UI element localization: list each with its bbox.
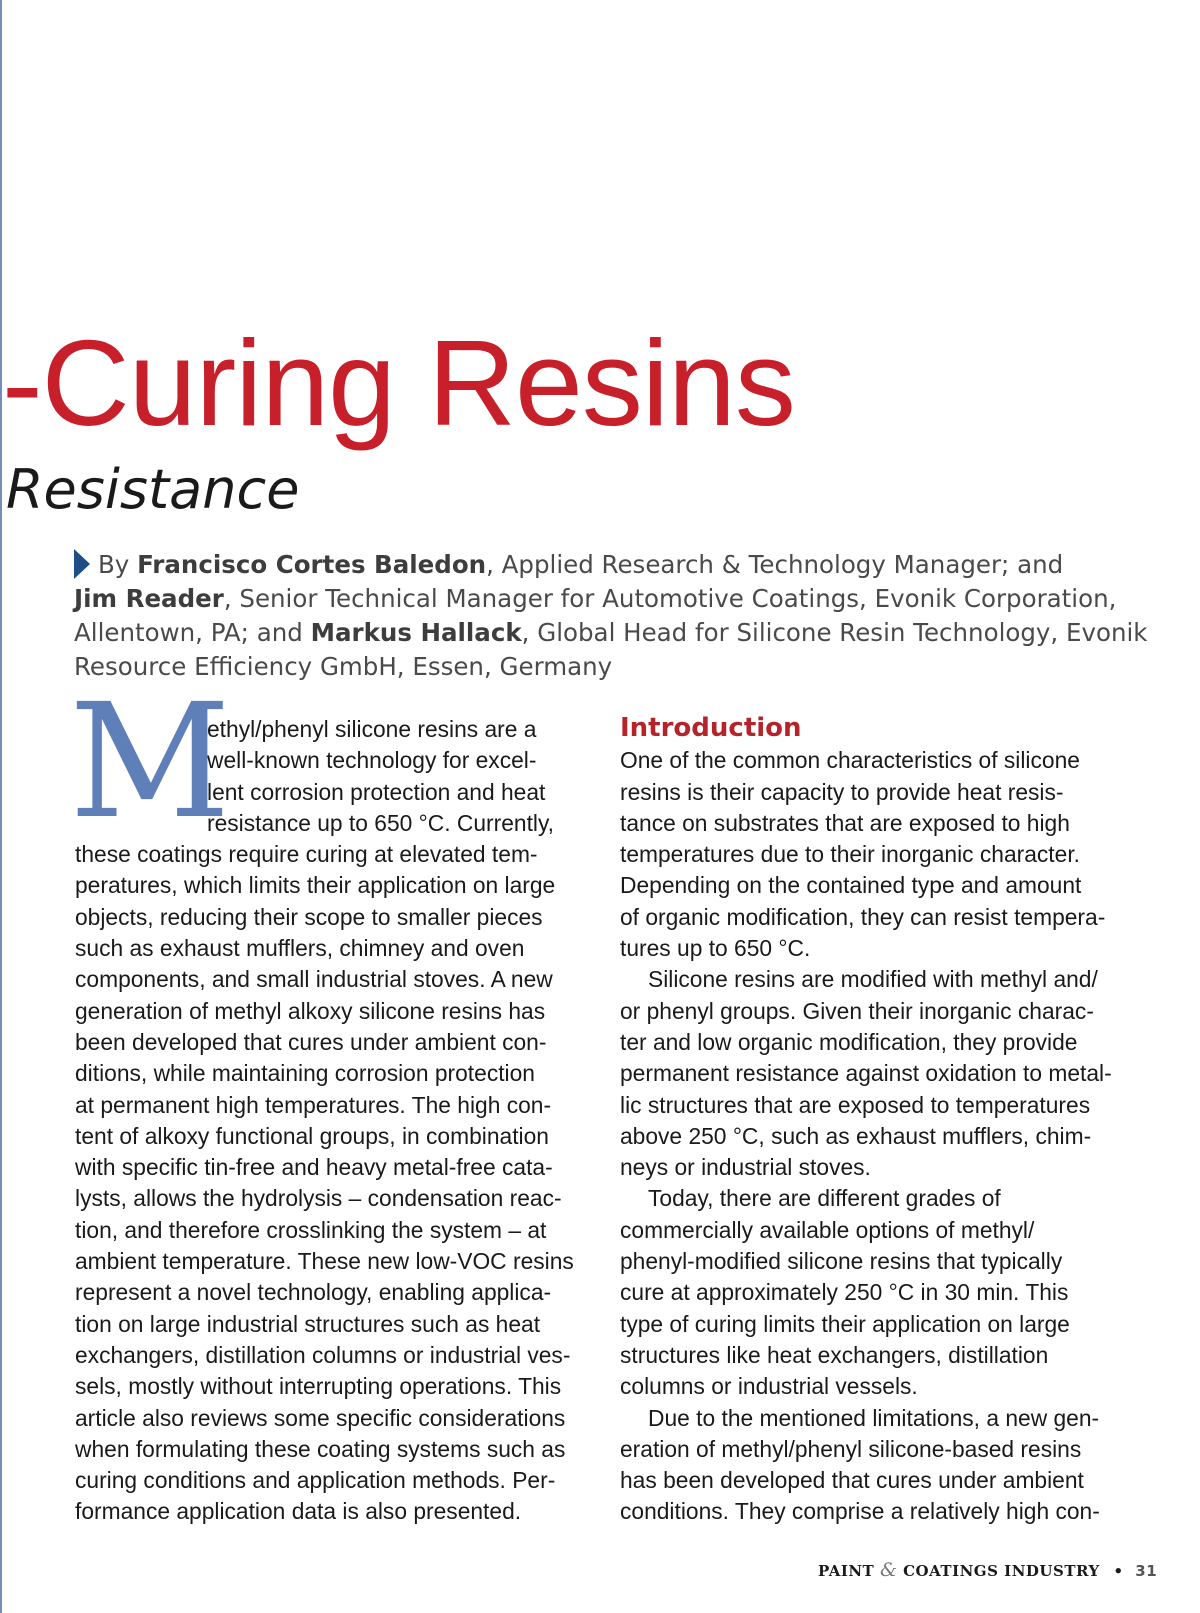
byline-line-1 [74, 548, 1154, 582]
text-line: structures like heat exchangers, distillation [620, 1341, 1049, 1368]
text-line: formance application data is also presented. [75, 1498, 522, 1525]
author-affiliation: , Global Head for Silicone Resin Technology, Evonik [521, 618, 1148, 647]
heading-spacer [620, 714, 1140, 745]
text-line: well-known technology for excel- [207, 747, 537, 774]
text-line: sels, mostly without interrupting operations. This [75, 1373, 562, 1400]
text-line: ditions, while maintaining corrosion protection [75, 1060, 535, 1087]
text-line: type of curing limits their application on large [620, 1310, 1070, 1337]
author-affiliation: Allentown, PA; and [74, 618, 311, 647]
text-line: columns or industrial vessels. [620, 1373, 918, 1400]
drop-cap: M [69, 670, 231, 854]
play-arrow-icon [74, 549, 90, 579]
text-line: has been developed that cures under ambient [620, 1467, 1084, 1494]
text-line: eration of methyl/phenyl silicone-based resins [620, 1435, 1082, 1462]
byline-line-2 [74, 582, 1154, 616]
introduction-column [620, 714, 1140, 1528]
page-edge-rule [0, 0, 2, 1613]
byline [74, 548, 1154, 684]
text-line: Depending on the contained type and amount [620, 872, 1082, 899]
text-line: exchangers, distillation columns or industrial ves- [75, 1341, 571, 1368]
text-line: or phenyl groups. Given their inorganic charac- [620, 997, 1094, 1024]
byline-line-4 [74, 650, 1154, 684]
text-line: tion on large industrial structures such as heat [75, 1310, 541, 1337]
text-line: Silicone resins are modified with methyl and/ [648, 966, 1098, 993]
drop-cap-block [69, 670, 595, 854]
article-subtitle: Resistance [6, 458, 300, 521]
text-line: tent of alkoxy functional groups, in combination [75, 1122, 549, 1149]
text-line: tance on substrates that are exposed to high [620, 809, 1070, 836]
abstract-column [69, 670, 595, 1528]
text-line: phenyl-modified silicone resins that typically [620, 1248, 1063, 1275]
text-line: at permanent high temperatures. The high con- [75, 1091, 552, 1118]
text-line: lic structures that are exposed to temperatures [620, 1091, 1091, 1118]
text-line: these coatings require curing at elevated tem- [75, 841, 538, 868]
footer-separator: • [1113, 1562, 1124, 1580]
text-line: ethyl/phenyl silicone resins are a [207, 716, 537, 742]
text-line: resins is their capacity to provide heat resis- [620, 778, 1064, 805]
text-line: cure at approximately 250 °C in 30 min. This [620, 1279, 1069, 1306]
author-name: Markus Hallack [310, 618, 522, 647]
text-line: represent a novel technology, enabling applica- [75, 1279, 552, 1306]
text-line: resistance up to 650 °C. Currently, [207, 809, 555, 836]
text-line: article also reviews some specific considerations [75, 1404, 566, 1431]
byline-prefix: By [98, 550, 138, 579]
introduction-body [620, 745, 1140, 1527]
text-line: peratures, which limits their application on large [75, 872, 556, 899]
abstract-body [75, 839, 595, 1528]
text-line: objects, reducing their scope to smaller pieces [75, 903, 543, 930]
author-affiliation: , Senior Technical Manager for Automotive Coatings, Evonik Corporation, [223, 584, 1117, 613]
text-line: tures up to 650 °C. [620, 935, 811, 962]
text-line: with specific tin-free and heavy metal-free cata- [75, 1154, 553, 1181]
text-line: tion, and therefore crosslinking the system – at [75, 1216, 547, 1243]
text-line: ambient temperature. These new low-VOC resins [75, 1248, 574, 1275]
text-line: temperatures due to their inorganic character. [620, 841, 1080, 868]
section-heading-introduction: Introduction [620, 713, 802, 743]
byline-line-3 [74, 616, 1154, 650]
text-line: lent corrosion protection and heat [207, 778, 546, 805]
author-affiliation: Resource Efficiency GmbH, Essen, Germany [74, 652, 613, 681]
text-line: commercially available options of methyl/ [620, 1216, 1035, 1243]
text-line: ter and low organic modification, they provide [620, 1028, 1078, 1055]
page-number: 31 [1135, 1562, 1158, 1580]
text-line: such as exhaust mufflers, chimney and oven [75, 935, 525, 962]
author-name: Jim Reader [74, 584, 224, 613]
text-line: conditions. They comprise a relatively high con- [620, 1498, 1100, 1525]
text-line: of organic modification, they can resist tempera- [620, 903, 1106, 930]
text-line: when formulating these coating systems such as [75, 1435, 566, 1462]
text-line: components, and small industrial stoves. A new [75, 966, 553, 993]
publication-name: PAINT & COATINGS INDUSTRY [818, 1559, 1100, 1581]
text-line: One of the common characteristics of silicone [620, 747, 1080, 774]
text-line: curing conditions and application methods. Per- [75, 1467, 556, 1494]
text-line: neys or industrial stoves. [620, 1154, 871, 1181]
author-name: Francisco Cortes Baledon [137, 550, 487, 579]
text-line: Today, there are different grades of [648, 1185, 1001, 1212]
text-line: Due to the mentioned limitations, a new gen- [648, 1404, 1100, 1431]
author-affiliation: , Applied Research & Technology Manager; and [486, 550, 1064, 579]
text-line: above 250 °C, such as exhaust mufflers, chim- [620, 1122, 1092, 1149]
text-line: permanent resistance against oxidation to metal- [620, 1060, 1112, 1087]
text-line: generation of methyl alkoxy silicone resins has [75, 997, 546, 1024]
text-line: been developed that cures under ambient con- [75, 1028, 547, 1055]
page-footer [818, 1559, 1157, 1581]
text-line: lysts, allows the hydrolysis – condensation reac- [75, 1185, 562, 1212]
ampersand-glyph: & [879, 1559, 898, 1581]
article-title: -Curing Resins [2, 315, 795, 451]
